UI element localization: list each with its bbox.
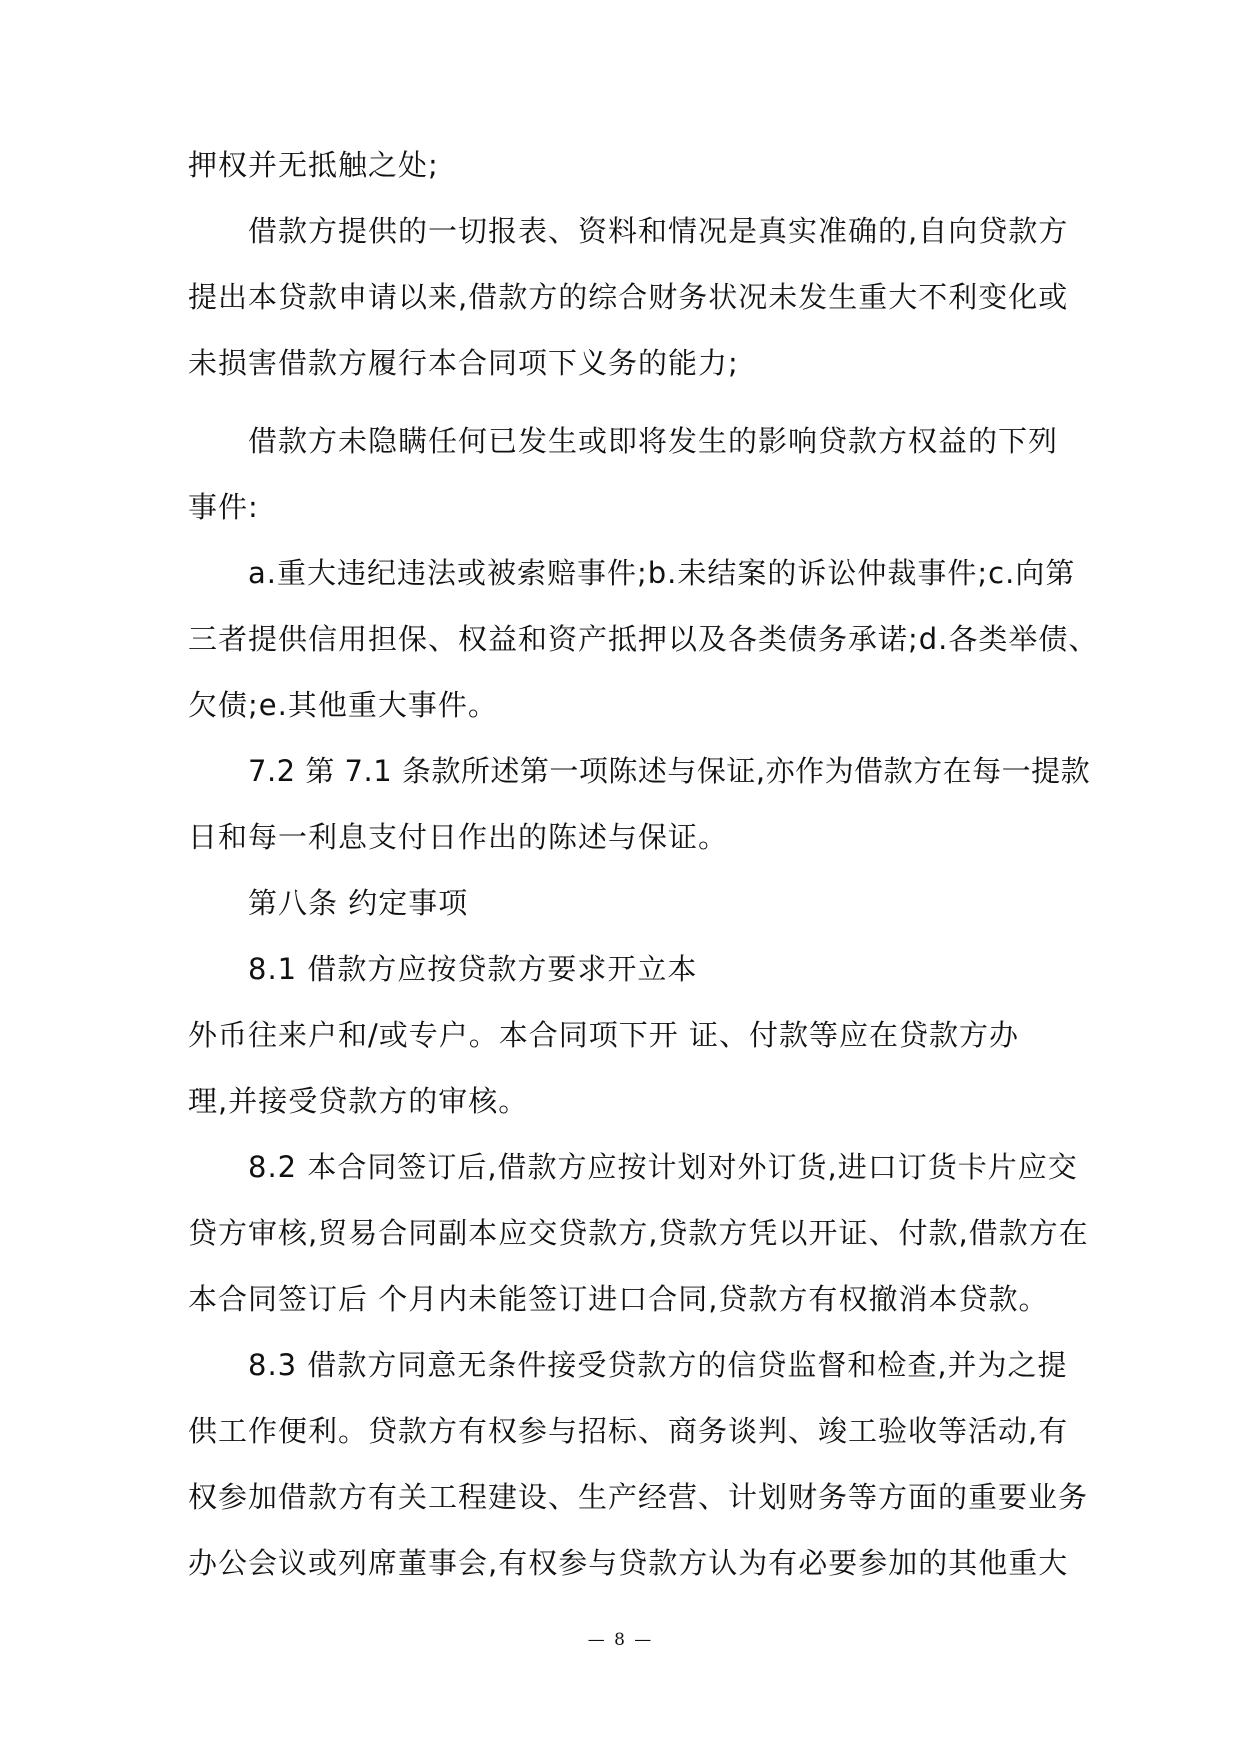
text-line: 权参加借款方有关工程建设、生产经营、计划财务等方面的重要业务 [188,1480,1089,1514]
text-line: 供工作便利。贷款方有权参与招标、商务谈判、竣工验收等活动,有 [188,1414,1069,1448]
page-number: — 8 — [587,1630,654,1650]
text-line: 8.3 借款方同意无条件接受贷款方的信贷监督和检查,并为之提 [248,1348,1068,1382]
text-line: 借款方提供的一切报表、资料和情况是真实准确的,自向贷款方 [248,214,1069,248]
text-line: 理,并接受贷款方的审核。 [188,1084,529,1118]
text-line: 提出本贷款申请以来,借款方的综合财务状况未发生重大不利变化或 [188,280,1069,314]
text-line: 本合同签订后 个月内未能签订进口合同,贷款方有权撤消本贷款。 [188,1282,1049,1316]
text-line: 办公会议或列席董事会,有权参与贷款方认为有必要参加的其他重大 [188,1546,1069,1580]
text-line: 8.2 本合同签订后,借款方应按计划对外订货,进口订货卡片应交 [248,1150,1078,1184]
text-line: 三者提供信用担保、权益和资产抵押以及各类债务承诺;d.各类举债、 [188,622,1099,656]
text-line: 日和每一利息支付日作出的陈述与保证。 [188,820,729,854]
text-line: 未损害借款方履行本合同项下义务的能力; [188,346,739,380]
text-line: 押权并无抵触之处; [188,148,439,182]
text-line: 事件: [188,490,259,524]
text-line: a.重大违纪违法或被索赔事件;b.未结案的诉讼仲裁事件;c.向第 [248,556,1076,590]
text-line: 8.1 借款方应按贷款方要求开立本 [248,952,698,986]
section-heading: 第八条 约定事项 [248,886,469,920]
text-line: 7.2 第 7.1 条款所述第一项陈述与保证,亦作为借款方在每一提款 [248,754,1091,788]
text-line: 贷方审核,贸易合同副本应交贷款方,贷款方凭以开证、付款,借款方在 [188,1216,1089,1250]
text-line: 借款方未隐瞒任何已发生或即将发生的影响贷款方权益的下列 [248,424,1059,458]
text-line: 欠债;e.其他重大事件。 [188,688,498,722]
text-line: 外币往来户和/或专户。本合同项下开 证、付款等应在贷款方办 [188,1018,1019,1052]
